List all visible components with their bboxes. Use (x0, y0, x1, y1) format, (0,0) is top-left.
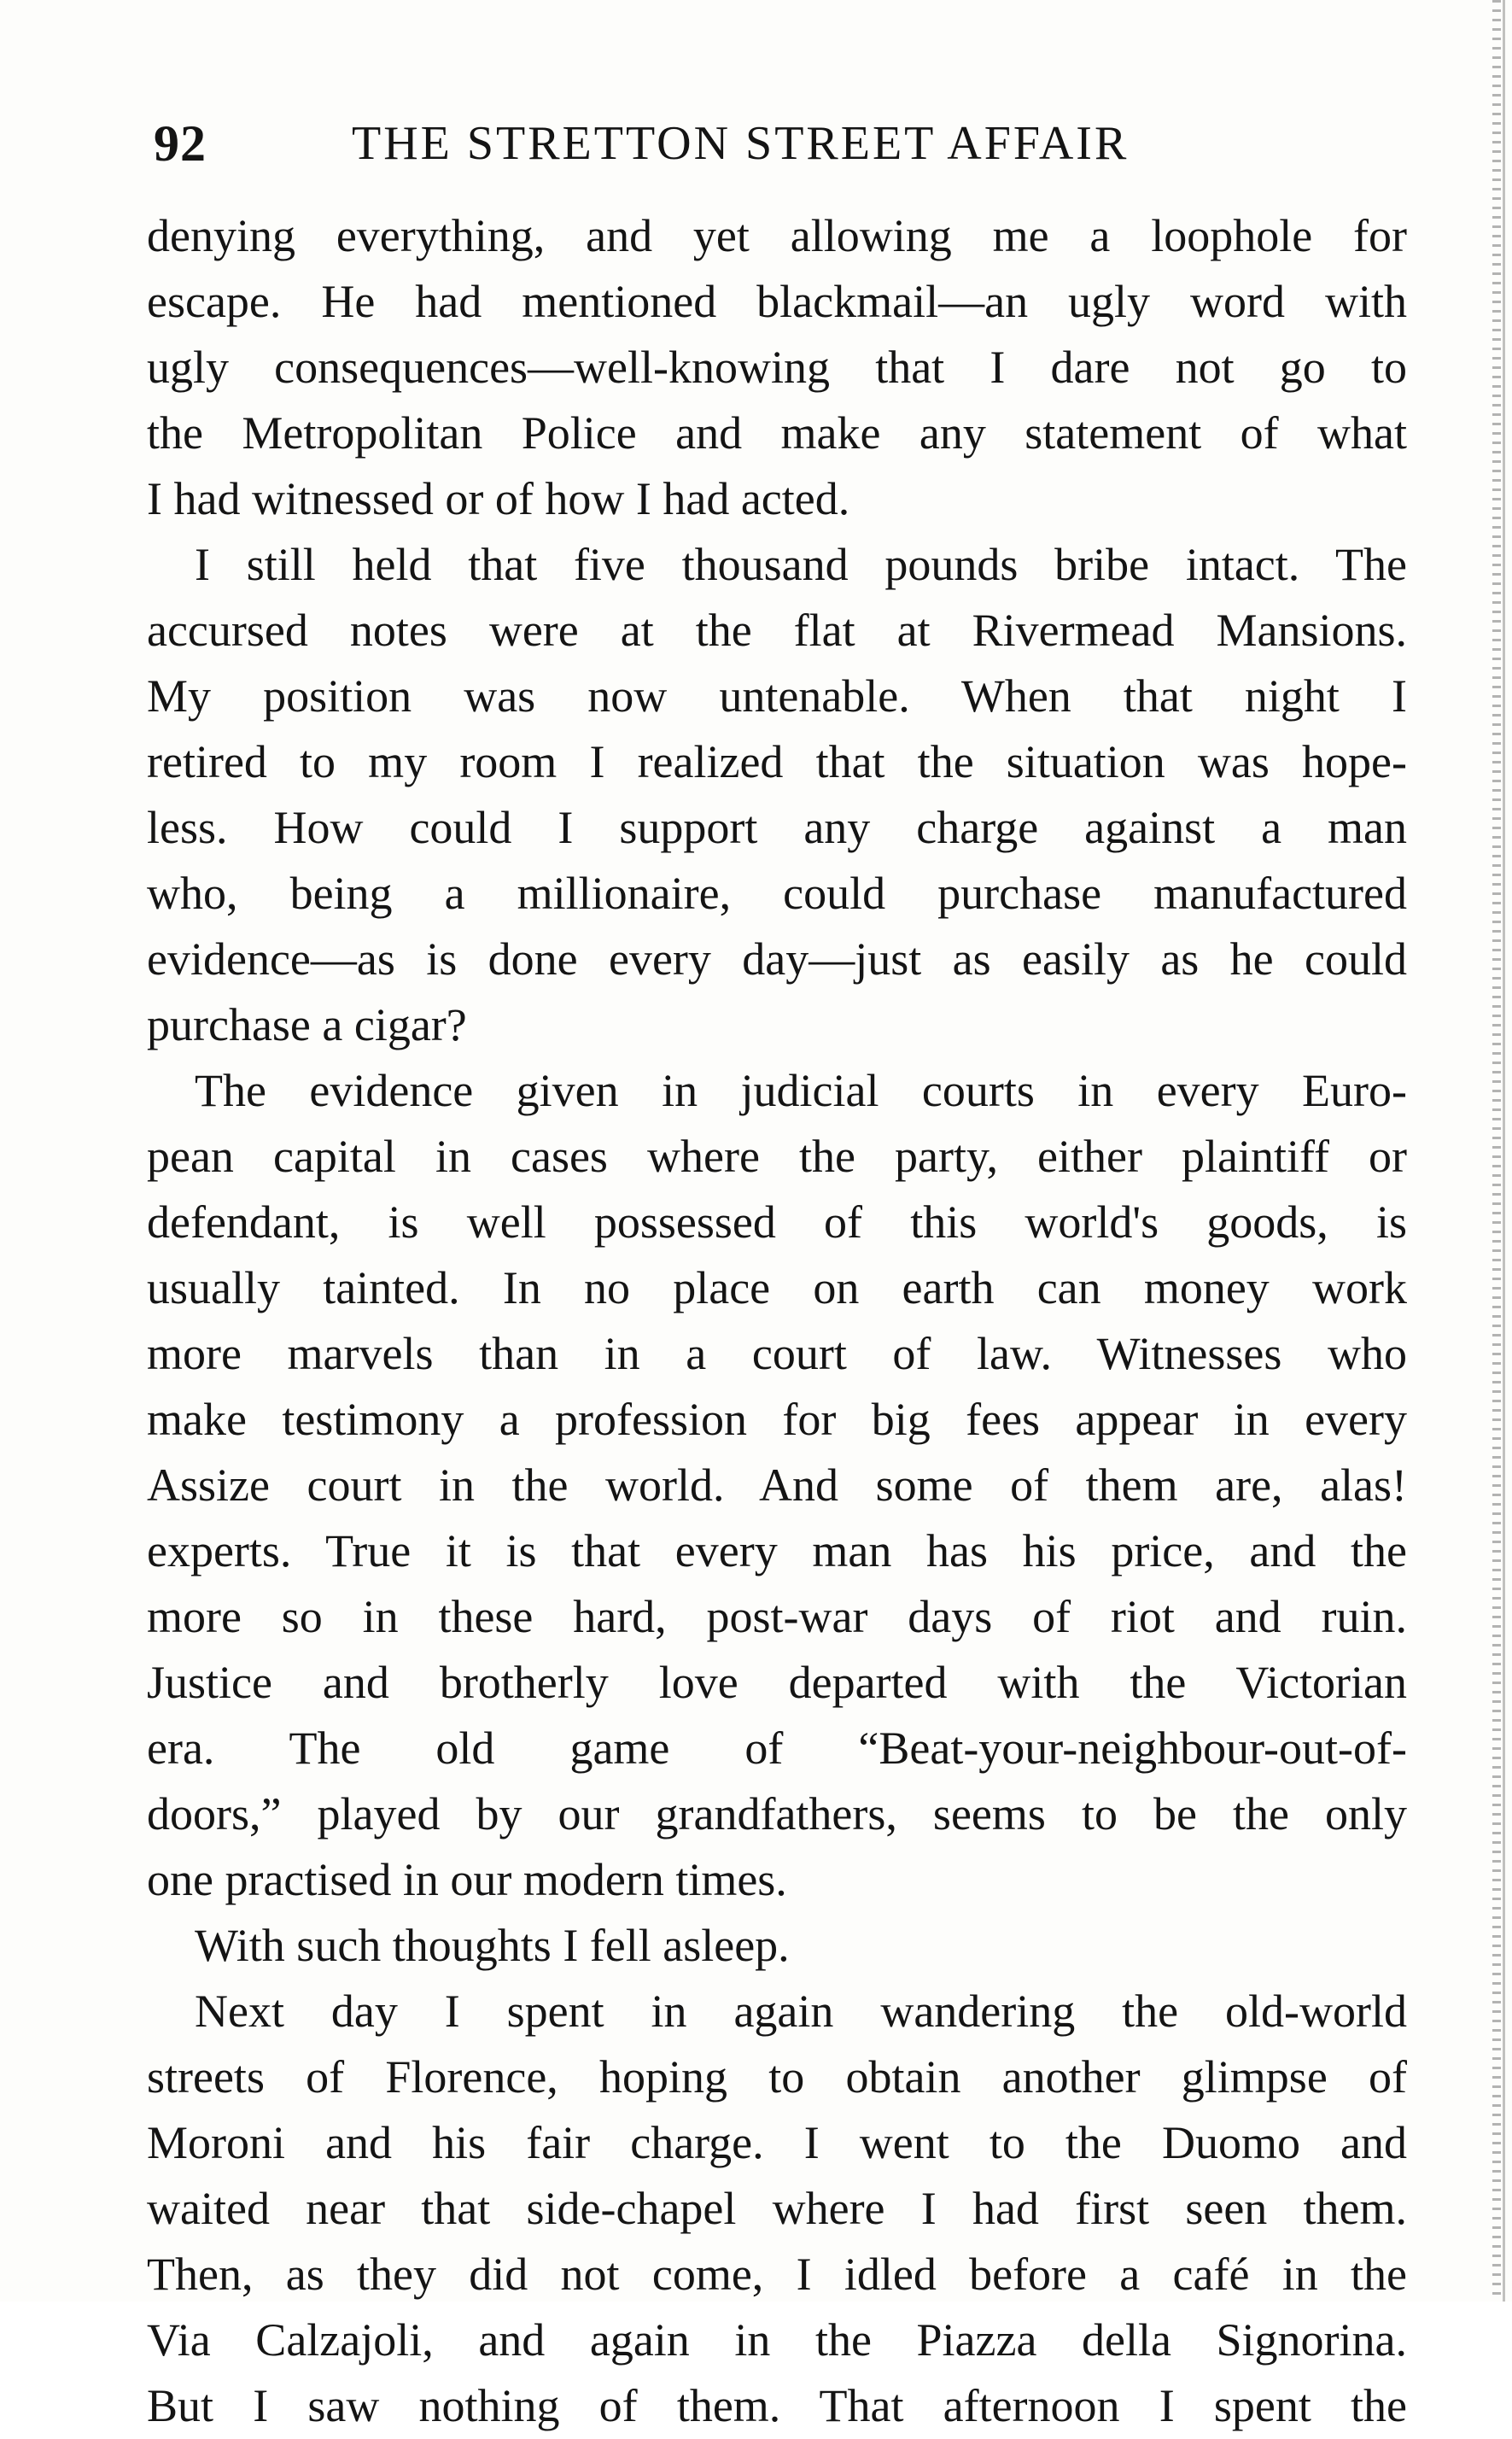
text-line: one practised in our modern times. (147, 1854, 787, 1905)
text-line: Via Calzajoli, and again in the Piazza della Signorina. (147, 2314, 1407, 2366)
text-line: defendant, is well possessed of this world's goods, is (147, 1196, 1407, 1248)
page-header (154, 109, 1417, 178)
gutter-edge (1492, 0, 1501, 2302)
text-line: evidence—as is done every day—just as easily as he could (147, 933, 1407, 985)
text-line: ugly consequences—well-knowing that I dare not go to (147, 342, 1407, 393)
text-line: more marvels than in a court of law. Witnesses who (147, 1328, 1407, 1379)
text-line: Justice and brotherly love departed with the Victorian (147, 1657, 1407, 1708)
text-line: experts. True it is that every man has his price, and the (147, 1525, 1407, 1576)
text-line: I still held that five thousand pounds bribe intact. The (195, 539, 1407, 590)
body-text (147, 203, 1407, 2439)
text-line: Then, as they did not come, I idled before a café in the (147, 2249, 1407, 2300)
text-line: retired to my room I realized that the situation was hope- (147, 736, 1407, 787)
text-line: doors,” played by our grandfathers, seems to be the only (147, 1788, 1407, 1839)
text-line: Assize court in the world. And some of them are, alas! (147, 1459, 1407, 1511)
text-line: My position was now untenable. When that night I (147, 670, 1407, 722)
text-line: With such thoughts I fell asleep. (195, 1920, 790, 1971)
text-line: who, being a millionaire, could purchase manufactured (147, 868, 1407, 919)
text-line: make testimony a profession for big fees appear in every (147, 1394, 1407, 1445)
text-line: The evidence given in judicial courts in every Euro- (195, 1065, 1407, 1116)
text-line: usually tainted. In no place on earth can money work (147, 1262, 1407, 1313)
text-line: less. How could I support any charge against a man (147, 802, 1407, 853)
text-line: more so in these hard, post-war days of riot and ruin. (147, 1591, 1407, 1642)
text-line: pean capital in cases where the party, either plaintiff or (147, 1131, 1407, 1182)
text-line: Next day I spent in again wandering the old-world (195, 1986, 1407, 2037)
gutter-line (1503, 0, 1505, 2302)
text-line: denying everything, and yet allowing me a loophole for (147, 210, 1407, 261)
text-line: Moroni and his fair charge. I went to the Duomo and (147, 2117, 1407, 2168)
text-line: purchase a cigar? (147, 999, 467, 1050)
page-number: 92 (154, 115, 207, 172)
text-line: But I saw nothing of them. That afternoon I spent the (147, 2380, 1407, 2431)
running-head: THE STRETTON STREET AFFAIR (352, 117, 1130, 170)
text-line: accursed notes were at the flat at Rivermead Mansions. (147, 605, 1407, 656)
text-line: era. The old game of “Beat-your-neighbour-out-of- (147, 1723, 1407, 1774)
text-line: streets of Florence, hoping to obtain another glimpse of (147, 2051, 1407, 2103)
text-line: the Metropolitan Police and make any statement of what (147, 407, 1407, 459)
text-line: waited near that side-chapel where I had first seen them. (147, 2183, 1407, 2234)
text-line: escape. He had mentioned blackmail—an ugly word with (147, 276, 1407, 327)
text-line: I had witnessed or of how I had acted. (147, 473, 850, 524)
